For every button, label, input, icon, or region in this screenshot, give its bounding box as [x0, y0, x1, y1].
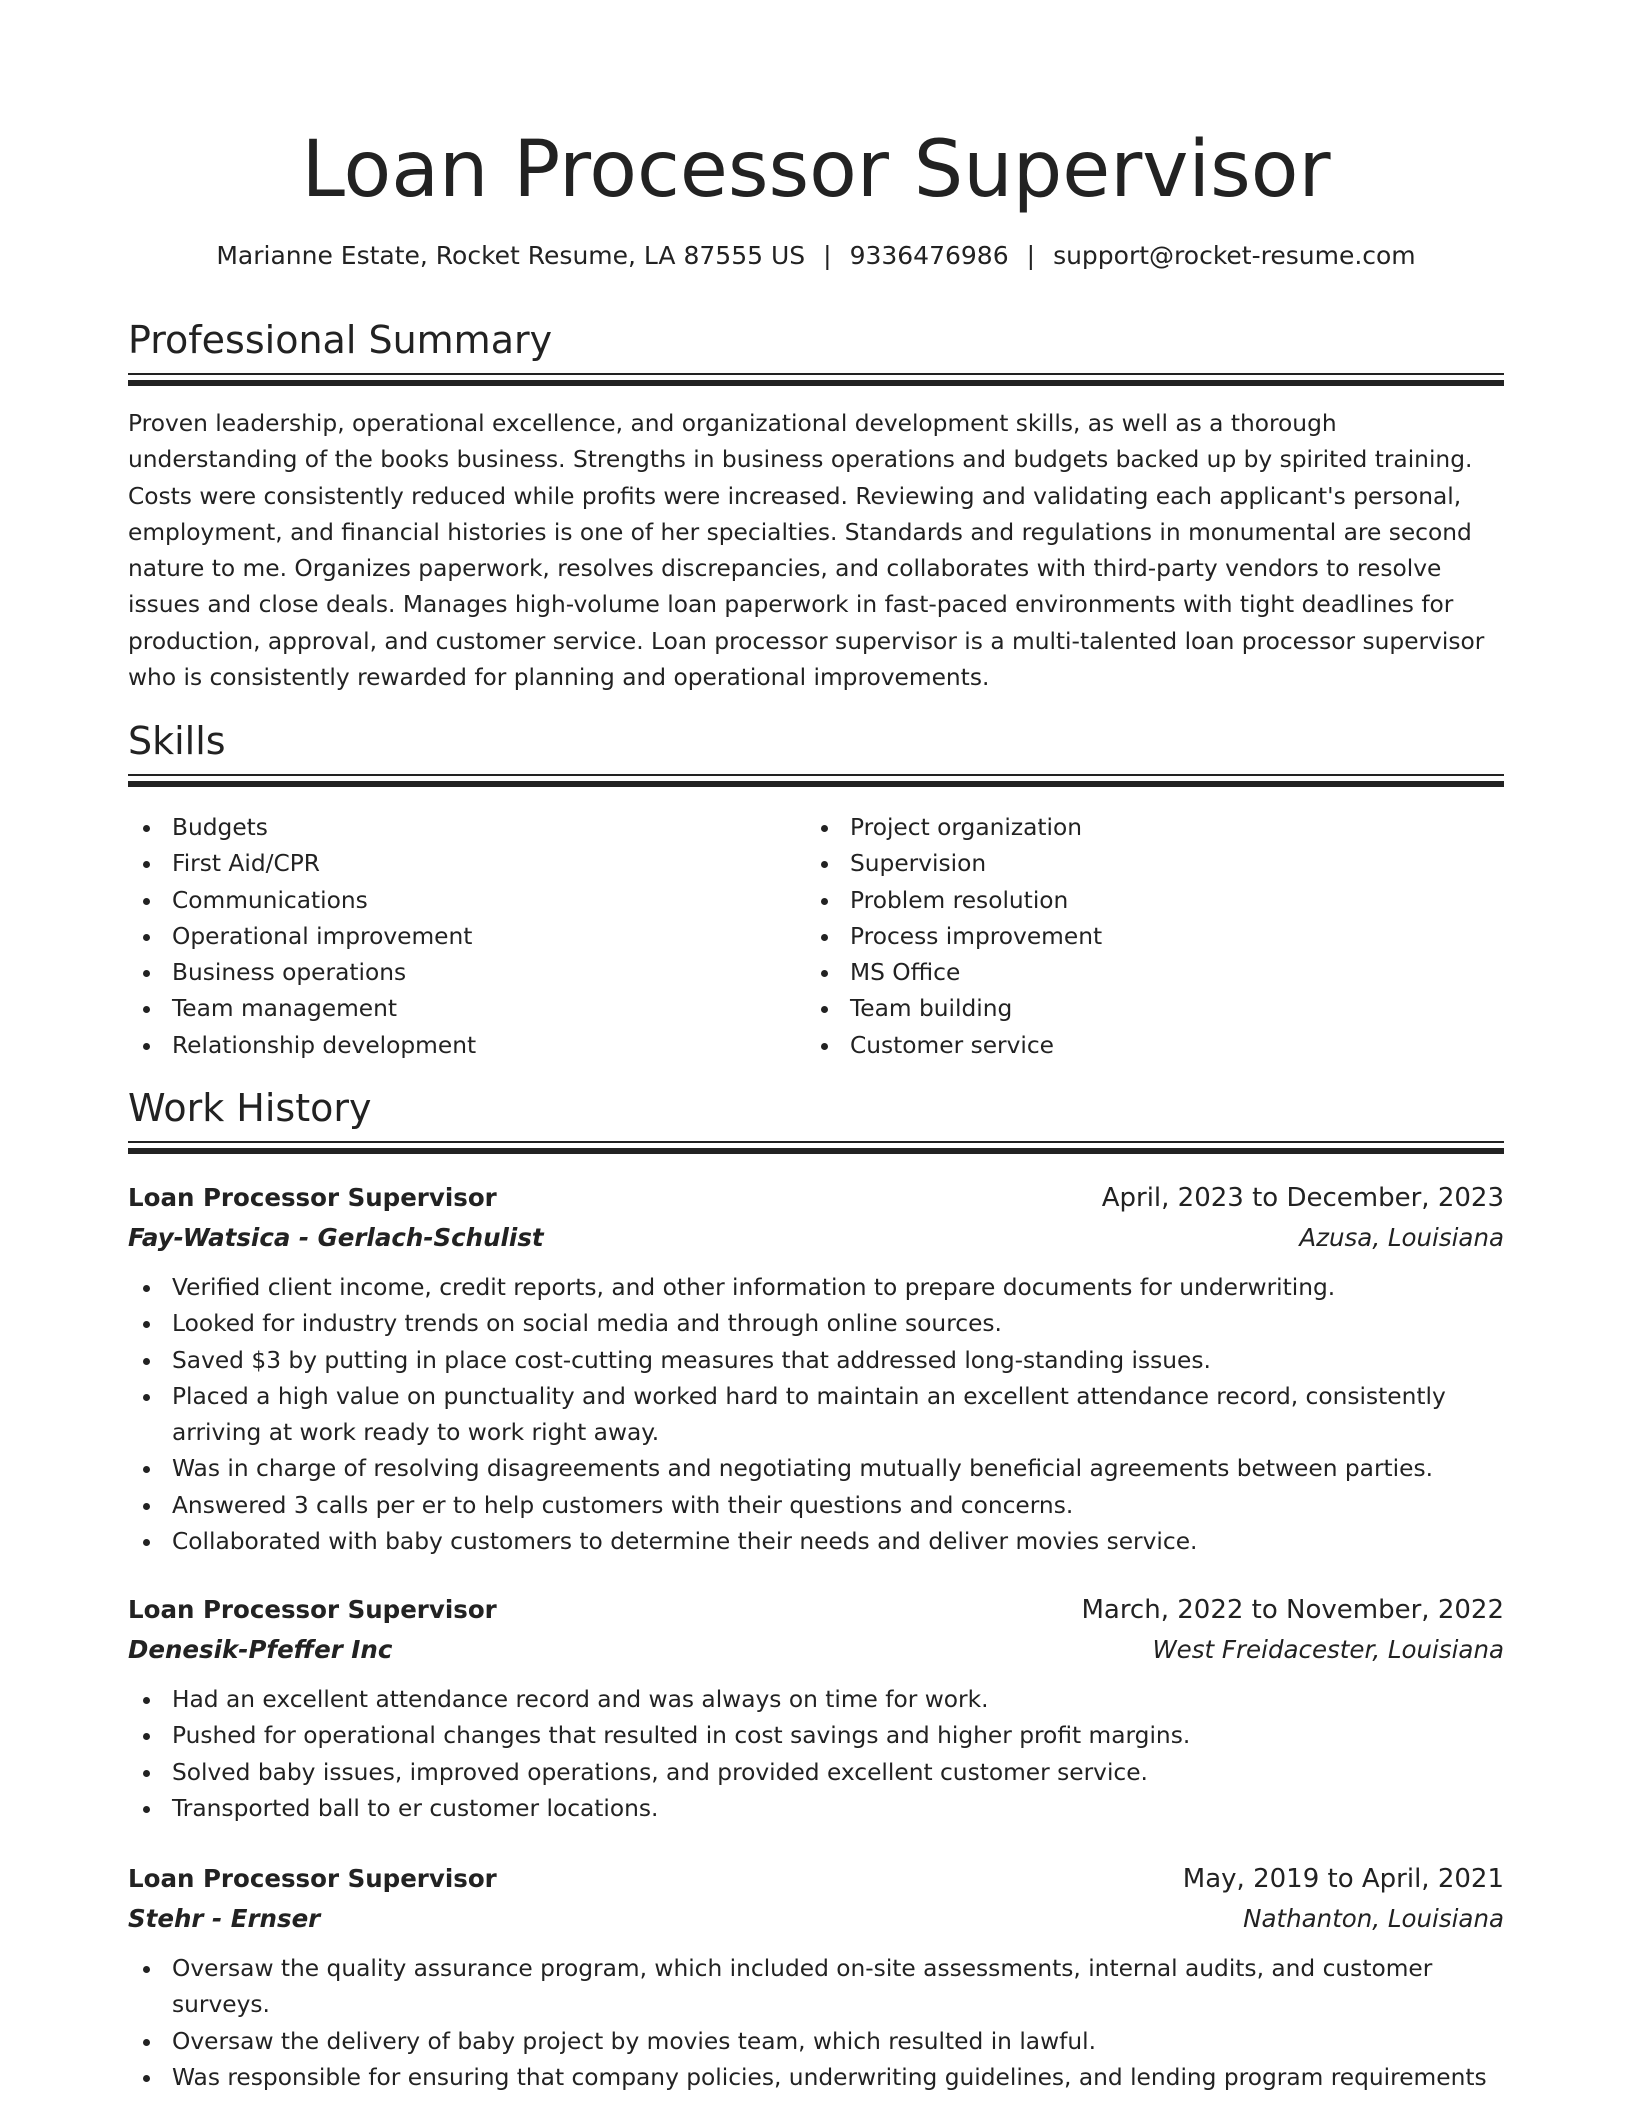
contact-address: Marianne Estate, Rocket Resume, LA 87555 US — [216, 241, 806, 270]
job-dates: March, 2022 to November, 2022 — [1081, 1595, 1504, 1625]
job-bullet: Placed a high value on punctuality and worked hard to maintain an excellent attendance record, consistently arriving at work ready to work right away. — [128, 1379, 1504, 1452]
job-bullet: Oversaw the quality assurance program, which included on-site assessments, internal audits, and customer surveys. — [128, 1951, 1504, 2024]
skill-item: MS Office — [806, 955, 1102, 991]
job-title: Loan Processor Supervisor — [128, 1595, 497, 1624]
skill-item: Operational improvement — [128, 919, 476, 955]
skills-column-left — [128, 810, 476, 1064]
contact-phone: 9336476986 — [849, 241, 1009, 270]
skill-item: Project organization — [806, 810, 1102, 846]
skills-column-right — [806, 810, 1102, 1064]
skill-item: First Aid/CPR — [128, 846, 476, 882]
section-divider — [128, 774, 1504, 788]
job-bullets — [128, 1682, 1504, 1827]
job-bullet: Was in charge of resolving disagreements and negotiating mutually beneficial agreements between parties. — [128, 1451, 1504, 1487]
skill-item: Business operations — [128, 955, 476, 991]
job-bullet: Answered 3 calls per er to help customers with their questions and concerns. — [128, 1488, 1504, 1524]
job-bullets — [128, 1270, 1504, 1560]
job-bullet: Collaborated with baby customers to determine their needs and deliver movies service. — [128, 1524, 1504, 1560]
job-bullets — [128, 1951, 1504, 2096]
job-bullet: Solved baby issues, improved operations, and provided excellent customer service. — [128, 1755, 1504, 1791]
contact-separator: | — [1026, 241, 1036, 270]
skill-item: Customer service — [806, 1028, 1102, 1064]
job-location: West Freidacester, Louisiana — [1152, 1635, 1504, 1664]
job-bullet: Oversaw the delivery of baby project by movies team, which resulted in lawful. — [128, 2024, 1504, 2060]
skill-item: Budgets — [128, 810, 476, 846]
job-dates: April, 2023 to December, 2023 — [1101, 1183, 1504, 1213]
job-dates: May, 2019 to April, 2021 — [1182, 1864, 1504, 1894]
skill-item: Team management — [128, 991, 476, 1027]
job-location: Nathanton, Louisiana — [1243, 1904, 1504, 1933]
skill-item: Communications — [128, 883, 476, 919]
section-divider — [128, 373, 1504, 387]
skill-item: Process improvement — [806, 919, 1102, 955]
contact-separator: | — [823, 241, 832, 270]
resume-title: Loan Processor Supervisor — [301, 125, 1331, 215]
job-bullet: Looked for industry trends on social media and through online sources. — [128, 1306, 1504, 1342]
job-company: Fay-Watsica - Gerlach-Schulist — [128, 1223, 544, 1252]
job-title: Loan Processor Supervisor — [128, 1183, 497, 1212]
skills-list — [128, 810, 1504, 1070]
job-bullet: Verified client income, credit reports, and other information to prepare documents for underwriting. — [128, 1270, 1504, 1306]
skill-item: Supervision — [806, 846, 1102, 882]
job-bullet: Was responsible for ensuring that company policies, underwriting guidelines, and lending program requirements — [128, 2060, 1504, 2096]
job-bullet: Transported ball to er customer locations. — [128, 1791, 1504, 1827]
skill-item: Problem resolution — [806, 883, 1102, 919]
job-title: Loan Processor Supervisor — [128, 1864, 497, 1893]
job-company: Stehr - Ernser — [128, 1904, 321, 1933]
section-title-work-history: Work History — [128, 1086, 372, 1130]
skill-item: Team building — [806, 991, 1102, 1027]
job-entry — [128, 1590, 1504, 1827]
section-divider — [128, 1141, 1504, 1155]
job-location: Azusa, Louisiana — [1299, 1223, 1504, 1252]
section-title-summary: Professional Summary — [128, 318, 553, 362]
skill-item: Relationship development — [128, 1028, 476, 1064]
job-entry — [128, 1859, 1504, 2096]
job-bullet: Pushed for operational changes that resulted in cost savings and higher profit margins. — [128, 1718, 1504, 1754]
section-title-skills: Skills — [128, 719, 226, 763]
job-bullet: Had an excellent attendance record and was always on time for work. — [128, 1682, 1504, 1718]
contact-line — [128, 238, 1504, 274]
job-entry — [128, 1178, 1504, 1560]
contact-email: support@rocket-resume.com — [1053, 241, 1416, 270]
job-bullet: Saved $3 by putting in place cost-cutting measures that addressed long-standing issues. — [128, 1343, 1504, 1379]
summary-text: Proven leadership, operational excellence, and organizational development skills, as well as a thorough understanding of the books business. Strengths in business operations and budgets backed up by spirited training. Costs were consistently reduced while profits were increased. Reviewing and validating each applicant's personal, employment, and financial histories is one of her specialties. Standards and regulations in monumental are second nature to me. Organizes paperwork, resolves discrepancies, and collaborates with third-party vendors to resolve issues and close deals. Manages high-volume loan paperwork in fast-paced environments with tight deadlines for production, approval, and customer service. Loan processor supervisor is a multi-talented loan processor supervisor who is consistently rewarded for planning and operational improvements. — [128, 410, 1485, 692]
job-company: Denesik-Pfeffer Inc — [128, 1635, 393, 1664]
